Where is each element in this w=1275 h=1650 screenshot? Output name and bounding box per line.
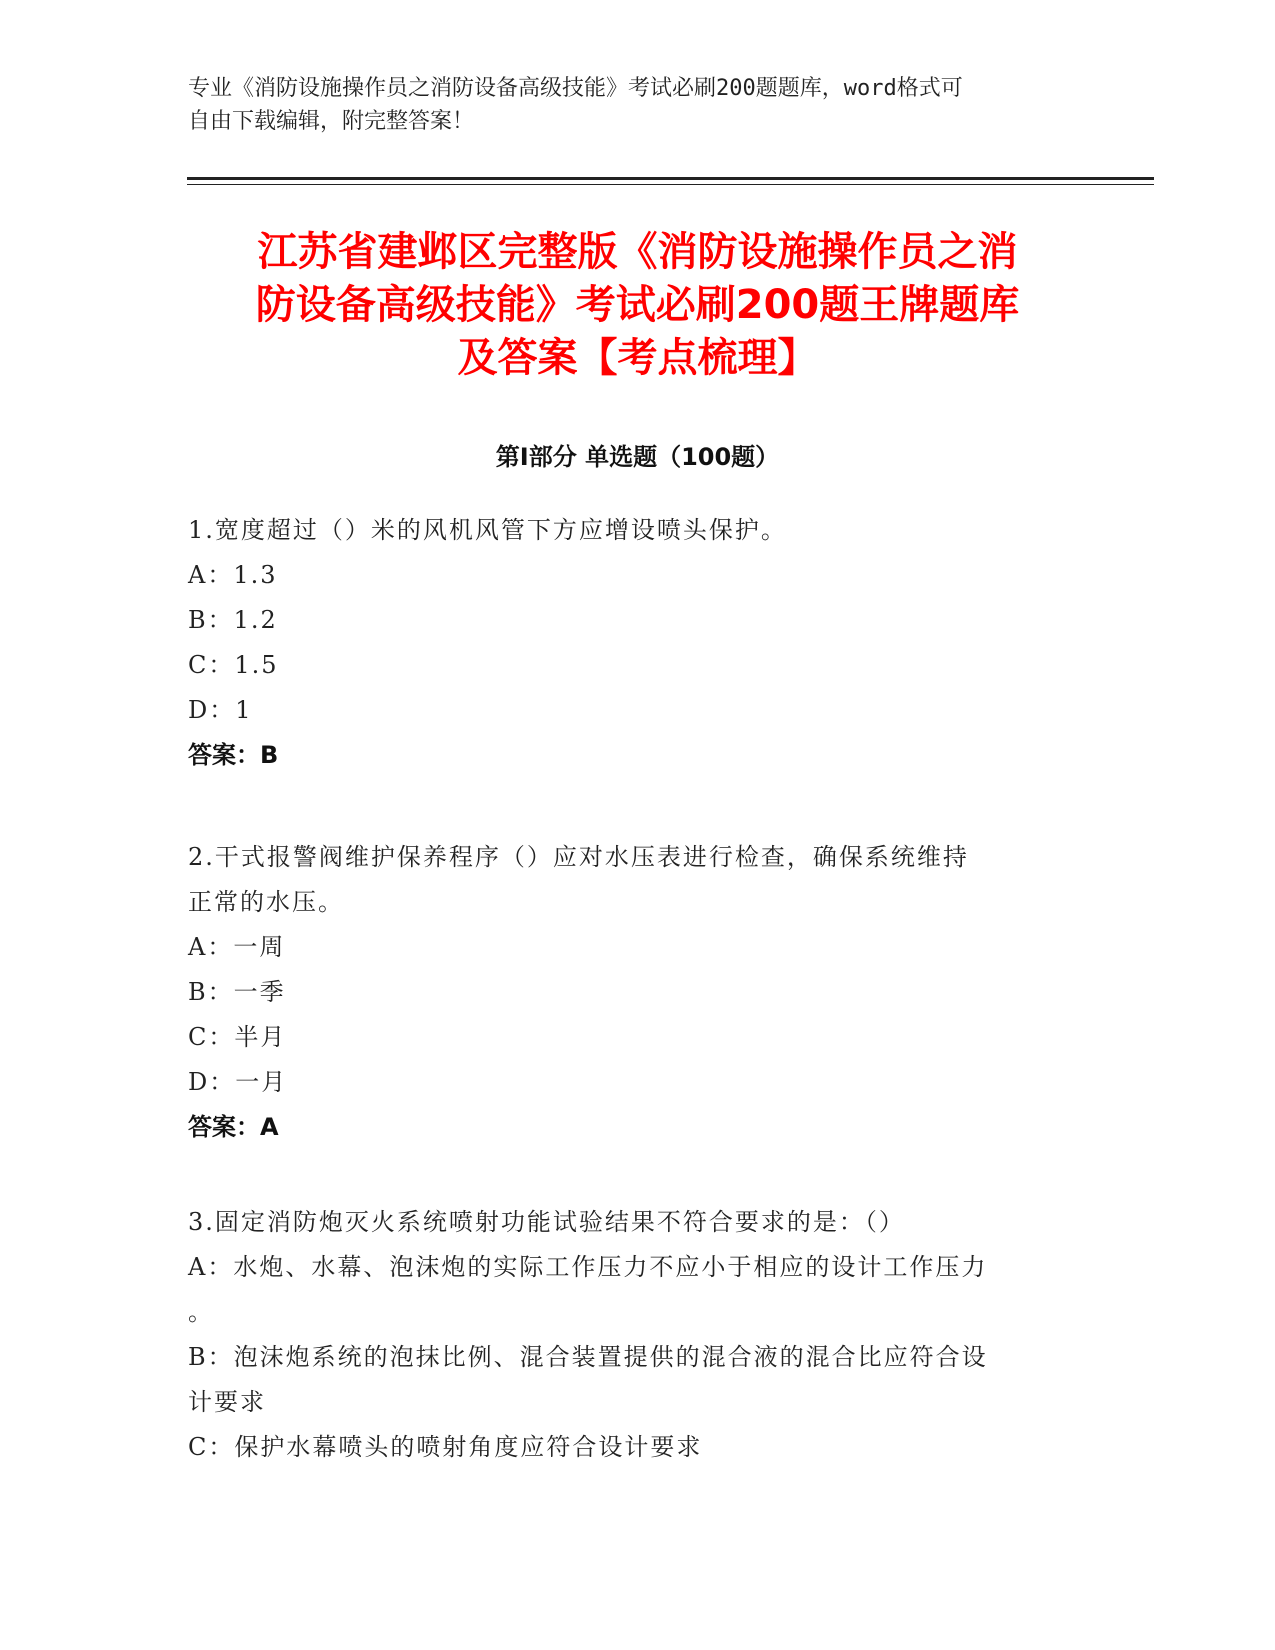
option-c: C：1.5	[188, 651, 279, 679]
option-c: C：保护水幕喷头的喷射角度应符合设计要求	[188, 1433, 703, 1461]
option-b: B：泡沫炮系统的泡抹比例、混合装置提供的混合液的混合比应符合设	[188, 1343, 988, 1371]
answer: 答案：B	[188, 741, 279, 769]
question-stem: 1.宽度超过（）米的风机风管下方应增设喷头保护。	[188, 516, 787, 544]
header-note-line: 自由下载编辑，附完整答案！	[188, 109, 475, 134]
title-line: 防设备高级技能》考试必刷200题王牌题库	[255, 282, 1020, 328]
title-line: 江苏省建邺区完整版《消防设施操作员之消	[257, 229, 1018, 275]
option-b: B：1.2	[188, 606, 278, 634]
question-stem: 3.固定消防炮灭火系统喷射功能试验结果不符合要求的是：（）	[188, 1208, 905, 1236]
section-title: 第Ⅰ部分 单选题（100题）	[495, 443, 780, 471]
option-a: A：1.3	[188, 561, 278, 589]
option-d: D：1	[188, 696, 253, 724]
header-divider-thick	[187, 177, 1154, 180]
answer: 答案：A	[188, 1113, 279, 1141]
option-b: B：一季	[188, 978, 286, 1006]
question-stem-continued: 正常的水压。	[188, 888, 344, 916]
title-line: 及答案【考点梳理】	[457, 335, 818, 381]
option-a: A：水炮、水幕、泡沫炮的实际工作压力不应小于相应的设计工作压力	[188, 1253, 988, 1281]
option-a: A：一周	[188, 933, 286, 961]
header-note-line: 专业《消防设施操作员之消防设备高级技能》考试必刷200题题库，word格式可	[188, 76, 963, 101]
question-2	[188, 835, 1078, 1150]
header-note	[188, 72, 1088, 138]
option-b-continued: 计要求	[188, 1388, 266, 1416]
option-c: C：半月	[188, 1023, 287, 1051]
question-stem: 2.干式报警阀维护保养程序（）应对水压表进行检查，确保系统维持	[188, 843, 969, 871]
option-a-continued: 。	[188, 1298, 214, 1326]
question-1	[188, 508, 1078, 778]
option-d: D：一月	[188, 1068, 288, 1096]
question-3	[188, 1200, 1078, 1470]
header-divider-thin	[187, 184, 1154, 185]
document-title	[190, 226, 1085, 385]
